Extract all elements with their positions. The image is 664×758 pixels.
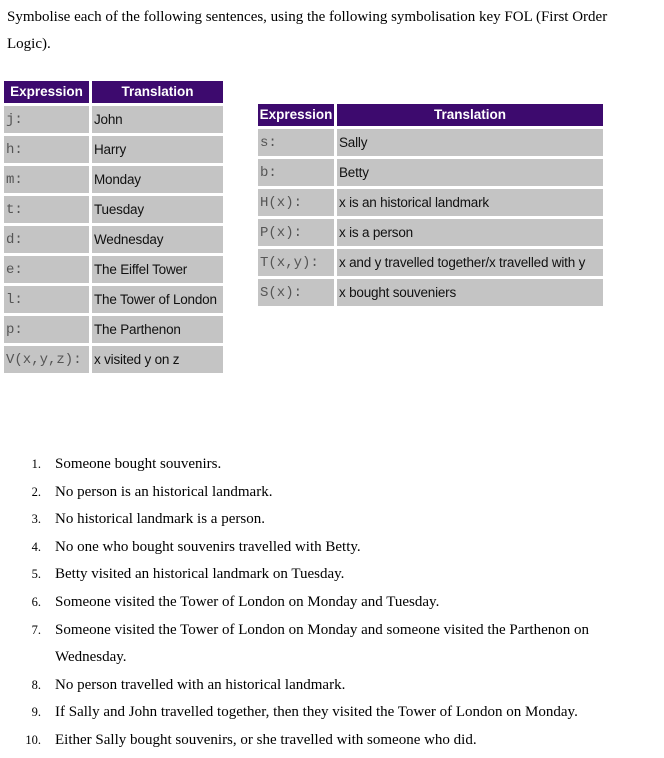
- sentence-text: Either Sally bought souvenirs, or she travelled with someone who did.: [55, 731, 477, 748]
- expression-cell: j:: [4, 106, 89, 133]
- translation-cell: x visited y on z: [92, 346, 223, 373]
- sentence-text: Someone bought souvenirs.: [55, 456, 222, 472]
- item-number: 10.: [25, 732, 41, 747]
- sentence-list: [0, 451, 650, 755]
- table-row: [4, 346, 223, 373]
- expression-cell: p:: [4, 316, 89, 343]
- symbolisation-key-table-right: [255, 101, 606, 309]
- table-row: [258, 189, 603, 216]
- expression-cell: H(x):: [258, 189, 334, 216]
- item-number: 8.: [31, 677, 41, 692]
- expression-cell: s:: [258, 129, 334, 156]
- sentence-text: Someone visited the Tower of London on Monday and Tuesday.: [55, 593, 440, 610]
- expression-cell: S(x):: [258, 279, 334, 306]
- table-row: [4, 226, 223, 253]
- table-header-row: [258, 104, 603, 126]
- expression-cell: P(x):: [258, 219, 334, 246]
- translation-cell: Wednesday: [92, 226, 223, 253]
- translation-cell: x and y travelled together/x travelled with y: [337, 249, 603, 276]
- expression-cell: T(x,y):: [258, 249, 334, 276]
- expression-cell: d:: [4, 226, 89, 253]
- instruction-text: Symbolise each of the following sentences, using the following symbolisation key FOL (First Order Logic).: [7, 9, 608, 52]
- expression-cell: m:: [4, 166, 89, 193]
- sentence-text: No person is an historical landmark.: [55, 483, 273, 500]
- table-row: [4, 136, 223, 163]
- translation-cell: Monday: [92, 166, 223, 193]
- translation-cell: The Parthenon: [92, 316, 223, 343]
- expression-header: Expression: [258, 104, 334, 126]
- list-item: [0, 672, 650, 700]
- table-row: [258, 249, 603, 276]
- table-row: [4, 166, 223, 193]
- table-row: [4, 256, 223, 283]
- table-row: [258, 279, 603, 306]
- table-row: [4, 316, 223, 343]
- list-item: [0, 617, 650, 672]
- item-number: 3.: [31, 512, 41, 527]
- translation-cell: x is a person: [337, 219, 603, 246]
- item-number: 6.: [31, 594, 41, 609]
- list-item: [0, 479, 650, 507]
- translation-cell: The Tower of London: [92, 286, 223, 313]
- list-item: [0, 534, 650, 562]
- item-number: 9.: [31, 705, 41, 720]
- translation-cell: x bought souveniers: [337, 279, 603, 306]
- item-number: 7.: [31, 622, 41, 637]
- table-row: [258, 219, 603, 246]
- translation-cell: Betty: [337, 159, 603, 186]
- expression-cell: V(x,y,z):: [4, 346, 89, 373]
- table-row: [4, 196, 223, 223]
- expression-cell: l:: [4, 286, 89, 313]
- translation-header: Translation: [337, 104, 603, 126]
- table-row: [258, 129, 603, 156]
- expression-cell: h:: [4, 136, 89, 163]
- expression-header: Expression: [4, 81, 89, 103]
- translation-cell: x is an historical landmark: [337, 189, 603, 216]
- symbolisation-key-table-left: [1, 78, 226, 376]
- list-item: [0, 561, 650, 589]
- item-number: 2.: [31, 484, 41, 499]
- sentence-text: No person travelled with an historical landmark.: [55, 676, 346, 693]
- list-item: [0, 589, 650, 617]
- translation-cell: John: [92, 106, 223, 133]
- sentence-text: Betty visited an historical landmark on Tuesday.: [55, 566, 345, 583]
- expression-cell: e:: [4, 256, 89, 283]
- table-header-row: [4, 81, 223, 103]
- expression-cell: b:: [258, 159, 334, 186]
- sentence-text: No historical landmark is a person.: [55, 511, 265, 528]
- expression-cell: t:: [4, 196, 89, 223]
- list-item: [0, 699, 650, 727]
- sentence-text: No one who bought souvenirs travelled with Betty.: [55, 538, 361, 555]
- sentence-text: Someone visited the Tower of London on Monday and someone visited the Parthenon on Wednesday.: [55, 621, 590, 666]
- translation-cell: Sally: [337, 129, 603, 156]
- item-number: 5.: [31, 567, 41, 582]
- list-item: [0, 727, 650, 755]
- translation-cell: The Eiffel Tower: [92, 256, 223, 283]
- sentence-text: If Sally and John travelled together, then they visited the Tower of London on Monday.: [55, 704, 578, 721]
- table-row: [258, 159, 603, 186]
- table-row: [4, 286, 223, 313]
- translation-cell: Harry: [92, 136, 223, 163]
- list-item: [0, 451, 650, 479]
- list-item: [0, 506, 650, 534]
- translation-cell: Tuesday: [92, 196, 223, 223]
- translation-header: Translation: [92, 81, 223, 103]
- item-number: 1.: [31, 457, 41, 471]
- item-number: 4.: [31, 539, 41, 554]
- table-row: [4, 106, 223, 133]
